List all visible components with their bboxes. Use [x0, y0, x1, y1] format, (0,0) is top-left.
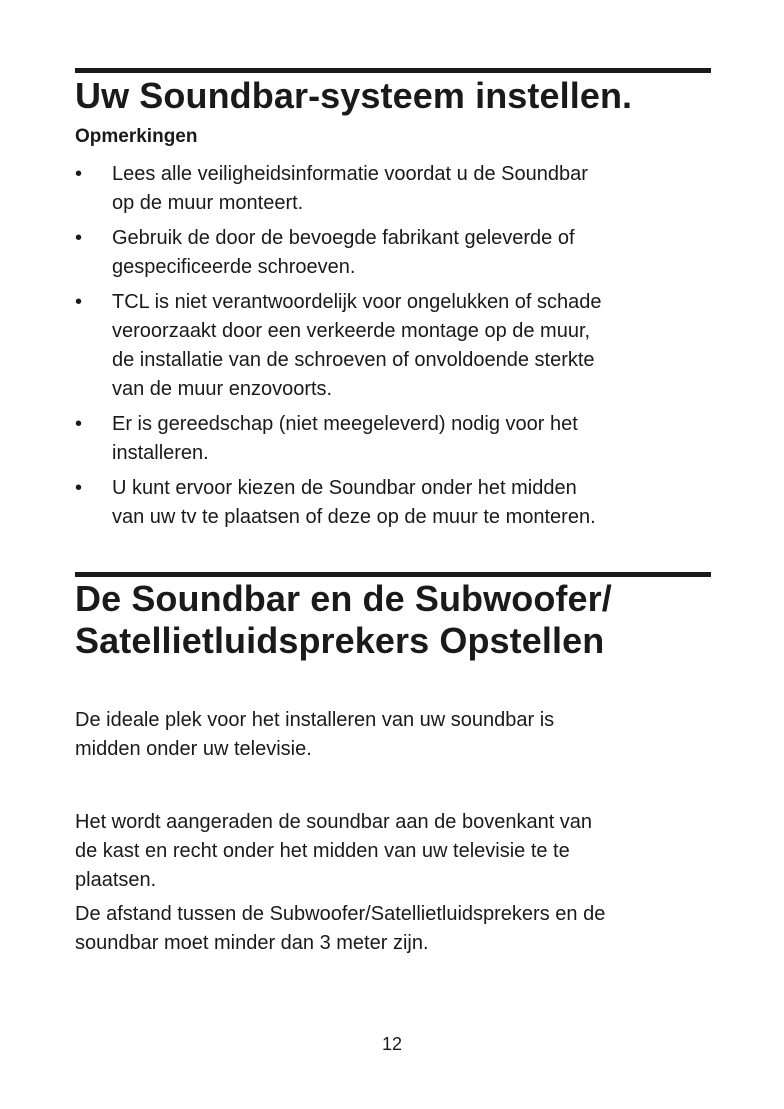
paragraph-line: midden onder uw televisie.	[75, 738, 312, 760]
notes-list	[75, 160, 725, 538]
notes-heading: Opmerkingen	[75, 126, 198, 147]
note-line: gespecificeerde schroeven.	[112, 256, 356, 278]
note-line: installeren.	[112, 442, 209, 464]
note-line: Er is gereedschap (niet meegeleverd) nodig voor het	[112, 413, 578, 435]
note-line: veroorzaakt door een verkeerde montage op de muur,	[112, 320, 591, 342]
note-line: Gebruik de door de bevoegde fabrikant geleverde of	[112, 227, 575, 249]
bullet-icon: •	[75, 413, 83, 435]
list-item	[75, 474, 725, 532]
bullet-icon: •	[75, 291, 83, 313]
paragraph-line: De afstand tussen de Subwoofer/Satellietluidsprekers en de	[75, 903, 606, 925]
section-title-placement-line: De Soundbar en de Subwoofer/	[75, 578, 612, 619]
paragraph-line: de kast en recht onder het midden van uw televisie te te	[75, 840, 570, 862]
note-line: de installatie van de schroeven of onvoldoende sterkte	[112, 349, 595, 371]
list-item	[75, 224, 725, 282]
bullet-icon: •	[75, 477, 83, 499]
section-title-placement-line: Satellietluidsprekers Opstellen	[75, 620, 605, 661]
bullet-icon: •	[75, 227, 83, 249]
note-line: TCL is niet verantwoordelijk voor ongelukken of schade	[112, 291, 602, 313]
note-line: op de muur monteert.	[112, 192, 304, 214]
list-item	[75, 288, 725, 404]
note-line: U kunt ervoor kiezen de Soundbar onder het midden	[112, 477, 577, 499]
section-divider-top	[75, 68, 711, 73]
paragraph	[75, 900, 725, 958]
section-title-placement	[75, 578, 612, 662]
note-line: Lees alle veiligheidsinformatie voordat u de Soundbar	[112, 163, 588, 185]
paragraph	[75, 706, 725, 764]
paragraph-line: De ideale plek voor het installeren van uw soundbar is	[75, 709, 555, 731]
bullet-icon: •	[75, 163, 83, 185]
section-title-setup-text: Uw Soundbar-systeem instellen.	[75, 75, 633, 116]
section-divider-middle	[75, 572, 711, 577]
note-line: van uw tv te plaatsen of deze op de muur te monteren.	[112, 506, 596, 528]
list-item	[75, 410, 725, 468]
list-item	[75, 160, 725, 218]
page-number: 12	[381, 1034, 403, 1054]
paragraph	[75, 808, 725, 895]
section-title-setup	[75, 75, 632, 117]
note-line: van de muur enzovoorts.	[112, 378, 333, 400]
paragraph-line: plaatsen.	[75, 869, 157, 891]
paragraph-line: soundbar moet minder dan 3 meter zijn.	[75, 932, 429, 954]
paragraph-line: Het wordt aangeraden de soundbar aan de bovenkant van	[75, 811, 593, 833]
